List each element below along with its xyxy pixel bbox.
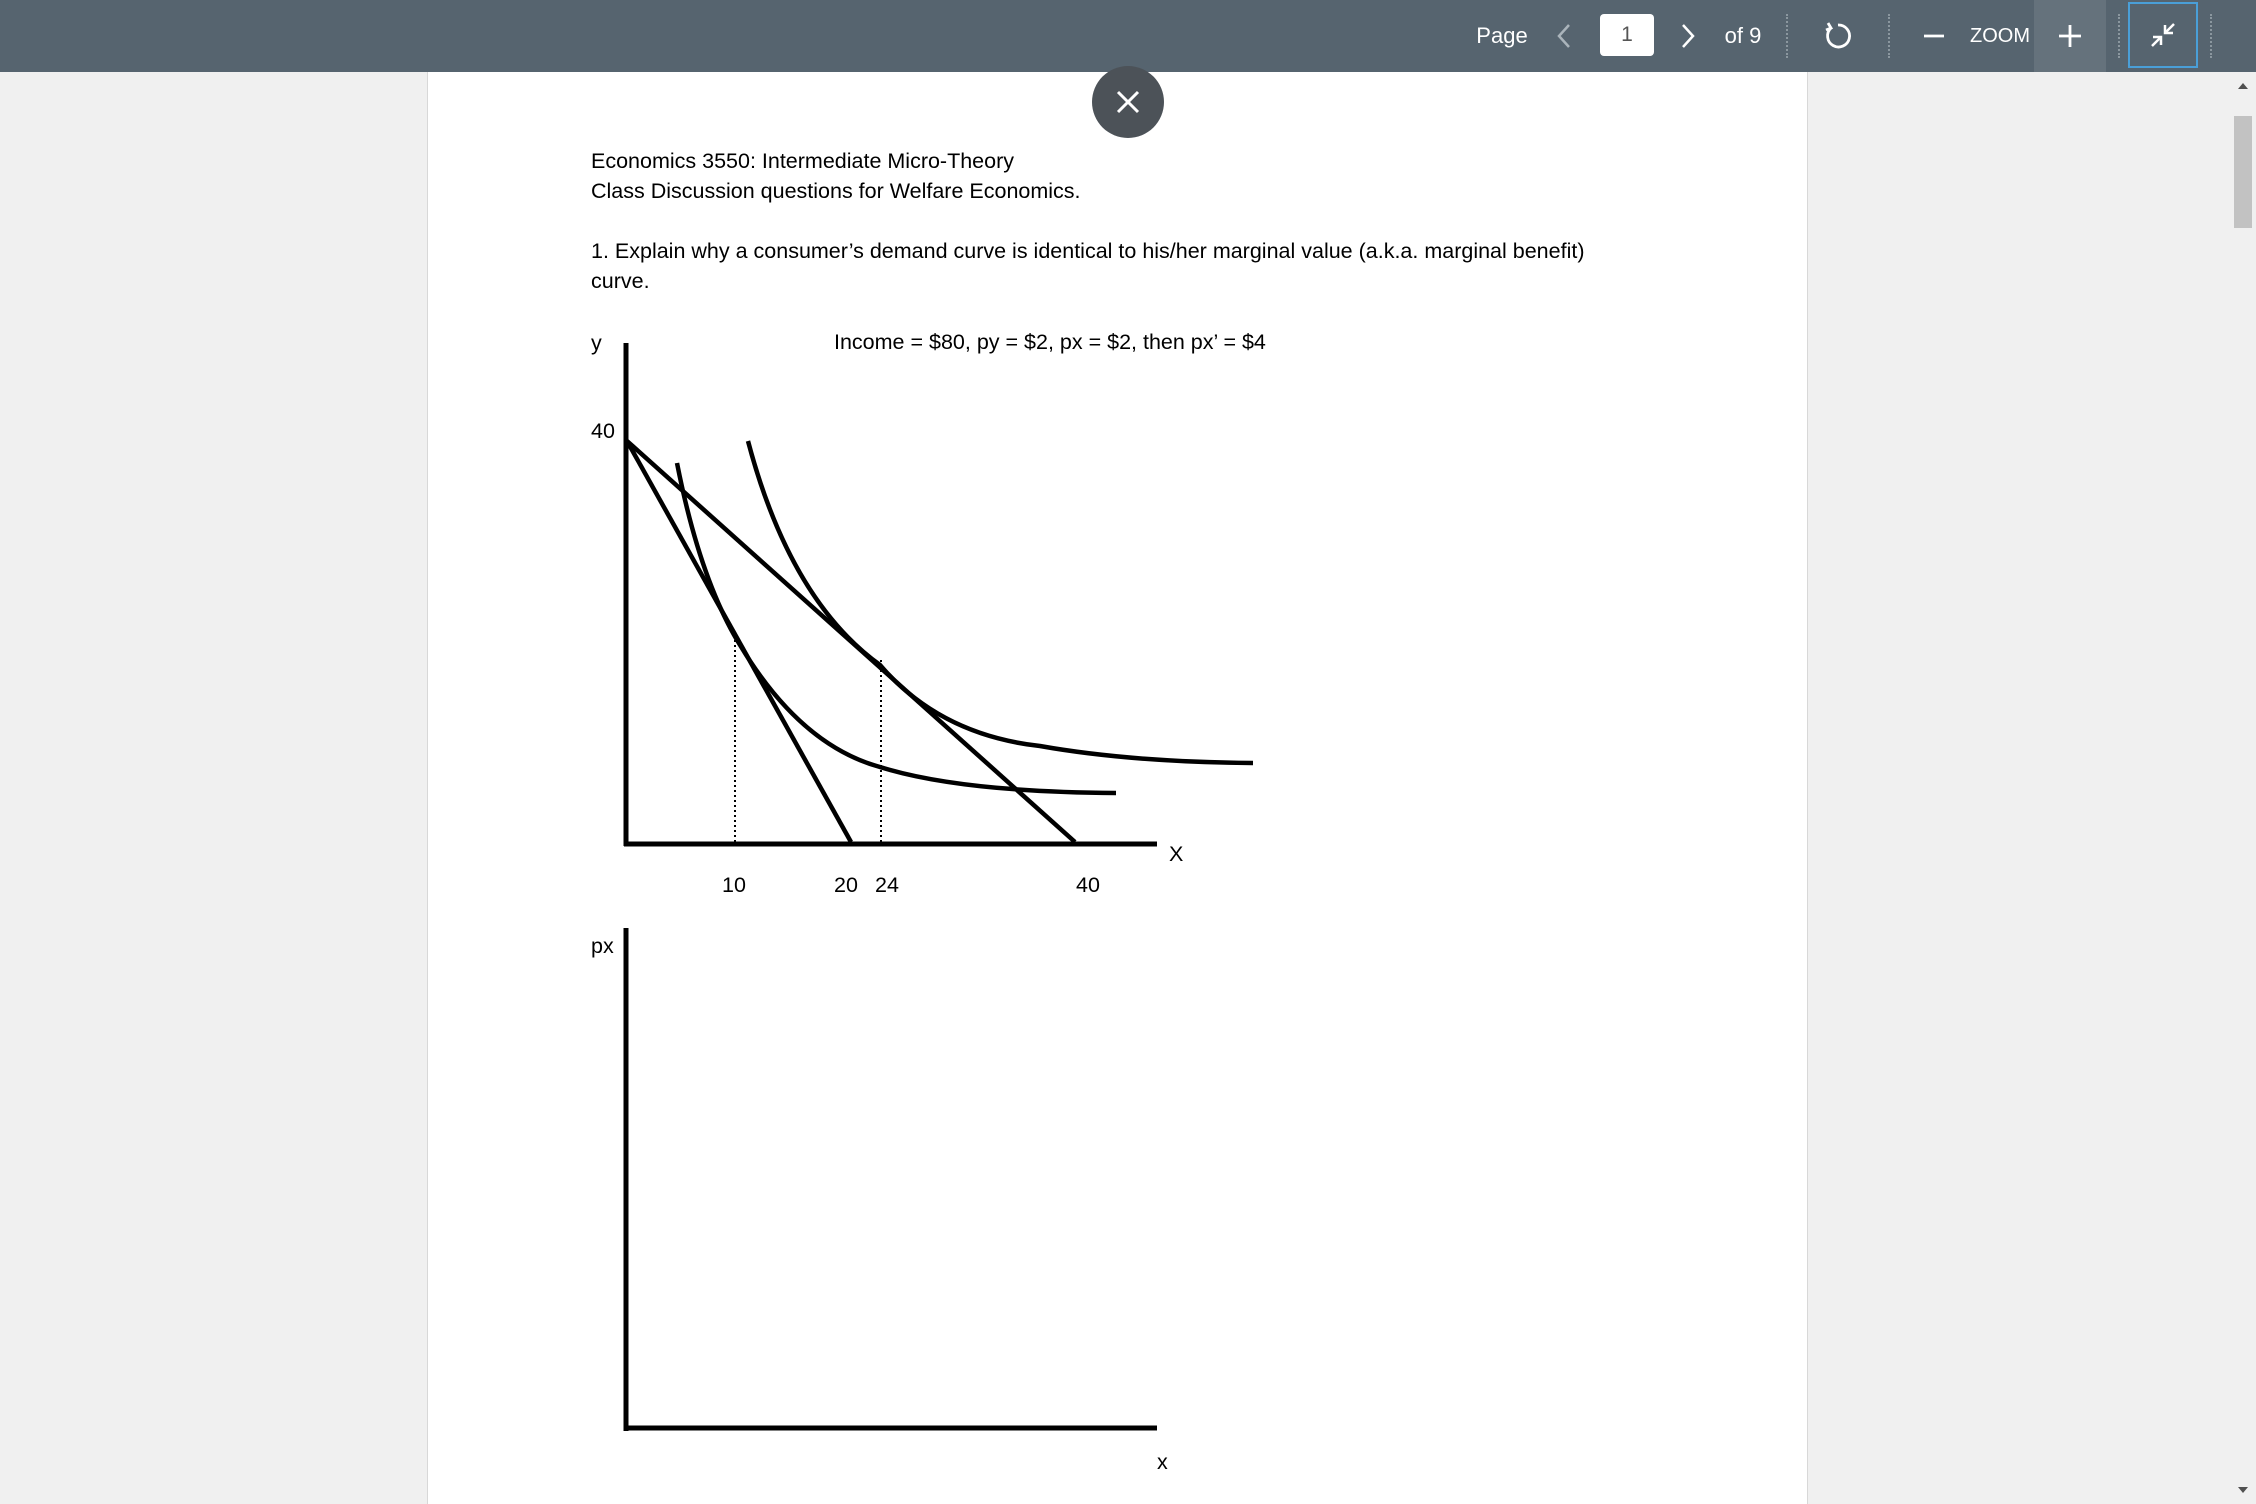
graph1-x-tick: 40 [1076, 873, 1100, 897]
zoom-in-button[interactable] [2034, 0, 2106, 72]
page-number-input[interactable] [1600, 14, 1654, 56]
toolbar-divider [2210, 14, 2212, 58]
close-button[interactable] [1092, 66, 1164, 138]
zoom-out-button[interactable] [1918, 0, 1950, 72]
graph1-x-tick: 24 [875, 873, 899, 897]
toolbar [0, 0, 2256, 72]
graph1-caption: Income = $80, py = $2, px = $2, then px’ = $4 [834, 330, 1266, 354]
graph1-x-axis-label: X [1169, 842, 1184, 866]
graph1-y-axis-label: y [591, 331, 602, 355]
previous-page-button[interactable] [1548, 0, 1580, 72]
toolbar-divider [1786, 14, 1788, 58]
chevron-right-icon [1680, 23, 1696, 49]
rotate-button[interactable] [1818, 0, 1858, 72]
close-icon [1115, 89, 1141, 115]
scrollbar-thumb[interactable] [2234, 116, 2252, 228]
scroll-up-button[interactable] [2230, 76, 2256, 96]
exit-fullscreen-button[interactable] [2128, 2, 2198, 68]
minus-icon [1922, 24, 1946, 48]
toolbar-divider [1888, 14, 1890, 58]
question-1-line-1: 1. Explain why a consumer’s demand curve is identical to his/her marginal value (a.k.a. marginal benefit) [591, 239, 1585, 263]
graph2-x-axis-label: x [1157, 1450, 1168, 1474]
toolbar-divider [2118, 14, 2120, 58]
document-title: Economics 3550: Intermediate Micro-Theory [591, 149, 1015, 173]
arrow-down-icon [2237, 1486, 2249, 1494]
plus-icon [2057, 23, 2083, 49]
arrow-up-icon [2237, 82, 2249, 90]
page-total-label: of 9 [1724, 23, 1762, 48]
graph1-x-tick: 20 [834, 873, 858, 897]
next-page-button[interactable] [1672, 0, 1704, 72]
chevron-left-icon [1556, 23, 1572, 49]
scroll-down-button[interactable] [2230, 1480, 2256, 1500]
exit-fullscreen-icon [2148, 20, 2178, 50]
document-subtitle: Class Discussion questions for Welfare Economics. [591, 179, 1081, 203]
graph1-y-tick-40: 40 [591, 419, 615, 443]
zoom-label: ZOOM [1970, 24, 2030, 47]
rotate-icon [1822, 20, 1854, 52]
page-label: Page [1476, 23, 1528, 48]
graph1-x-tick: 10 [722, 873, 746, 897]
graph2-y-axis-label: px [591, 934, 614, 958]
vertical-scrollbar[interactable] [2230, 72, 2256, 1504]
question-1-line-2: curve. [591, 269, 650, 293]
